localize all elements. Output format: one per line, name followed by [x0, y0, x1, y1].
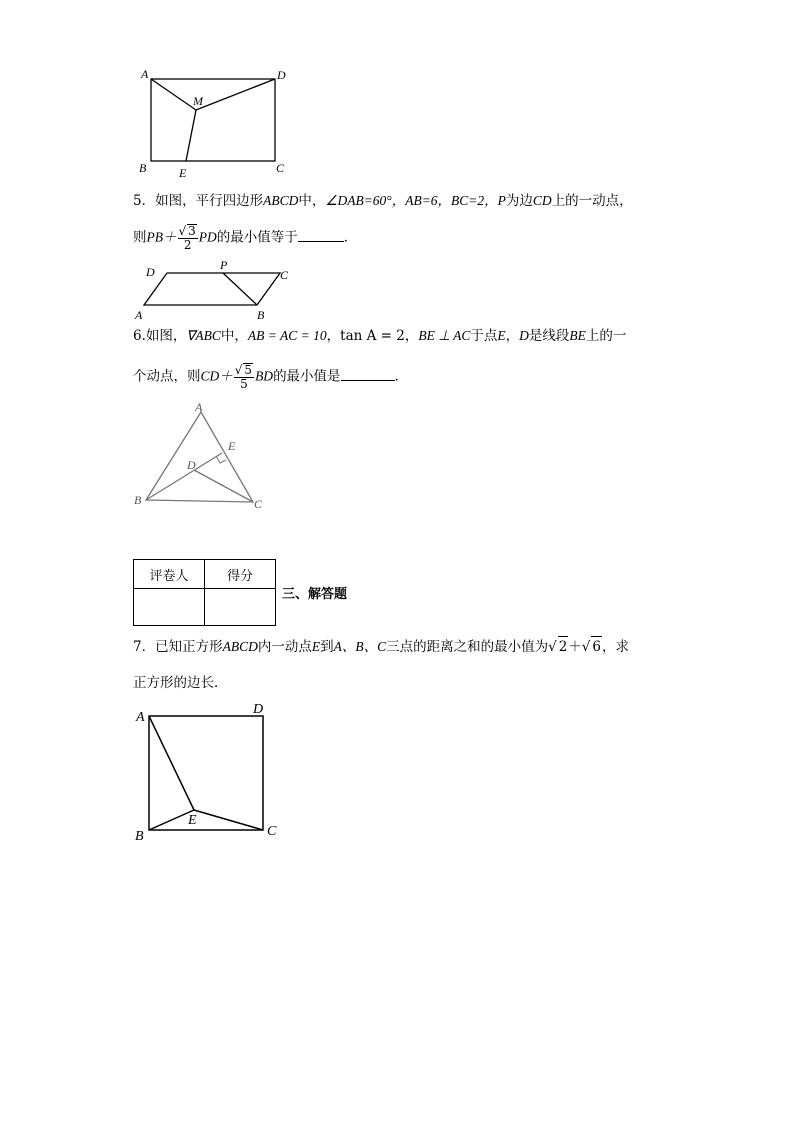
segment-pb — [223, 273, 257, 305]
label-b: B — [257, 308, 265, 322]
q5-line2: 则PB＋ $\frac{√ 3}{2}$ PD的最小值等于 ． — [133, 224, 358, 252]
triangle-abc — [146, 412, 253, 502]
q6-line1: 6.如图，∇ABC中，AB = AC = 10，tan A = 2，BE ⊥ AC于点E，D是线段BE上的一 — [133, 328, 627, 344]
label-b: B — [139, 161, 147, 175]
label-d: D — [146, 265, 155, 279]
segment-ae — [149, 716, 194, 810]
label-c: C — [280, 268, 289, 282]
segment-ce — [194, 810, 263, 830]
q6-line2: 个动点，则CD＋ $\frac{√ 5}{5}$ BD的最小值是 ． — [133, 363, 409, 391]
label-b: B — [135, 829, 144, 844]
parallelogram — [144, 273, 280, 305]
sqrt-6: 6 — [591, 636, 602, 657]
label-e: E — [228, 439, 236, 453]
label-m: M — [193, 94, 203, 108]
q6-number: 6 — [133, 328, 142, 344]
label-d: D — [187, 458, 196, 472]
answer-blank-q6[interactable] — [341, 380, 395, 381]
fraction-sqrt3-over-2: $\frac{√ 3}{2}$ — [178, 224, 196, 252]
label-e: E — [179, 166, 187, 180]
label-e: E — [188, 813, 197, 828]
q7-line1: 7．已知正方形ABCD内一动点E到A、B、C三点的距离之和的最小值为√ 2＋√ 6，求 — [133, 636, 629, 657]
label-c: C — [267, 824, 277, 839]
section-title: 三、解答题 — [282, 587, 348, 602]
label-a: A — [136, 710, 145, 725]
segment-dm — [196, 79, 275, 110]
label-a: A — [141, 67, 149, 81]
label-c: C — [254, 497, 263, 511]
score-table-score-header: 得分 — [205, 560, 276, 589]
q5-number: 5 — [133, 193, 142, 209]
q7-number: 7 — [133, 639, 142, 655]
sqrt-2: 2 — [558, 636, 569, 657]
score-table-score-cell[interactable] — [205, 589, 276, 626]
figure-rectangle-abcd-m-e — [135, 64, 295, 182]
segment-be — [146, 453, 222, 500]
label-c: C — [276, 161, 285, 175]
answer-blank-q5[interactable] — [298, 241, 344, 242]
label-b: B — [134, 493, 142, 507]
segment-am — [151, 79, 196, 110]
q7-line2: 正方形的边长． — [133, 675, 228, 691]
label-a: A — [195, 400, 203, 414]
score-table-grader-header: 评卷人 — [134, 560, 205, 589]
label-p: P — [220, 258, 228, 272]
label-a: A — [135, 308, 143, 322]
score-table-grader-cell[interactable] — [134, 589, 205, 626]
segment-me — [186, 110, 196, 161]
figure-triangle-abc — [132, 398, 272, 512]
right-angle-mark — [216, 456, 226, 463]
q5-line1: 5．如图，平行四边形ABCD中，∠DAB=60°，AB=6，BC=2，P为边CD上的一动点， — [133, 193, 633, 209]
figure-parallelogram-abcd — [133, 258, 298, 322]
label-d: D — [253, 702, 264, 717]
fraction-sqrt5-over-5: $\frac{√ 5}{5}$ — [234, 363, 253, 391]
figure-square-abcd-e — [132, 700, 282, 846]
label-d: D — [277, 68, 286, 82]
score-table — [133, 559, 276, 626]
